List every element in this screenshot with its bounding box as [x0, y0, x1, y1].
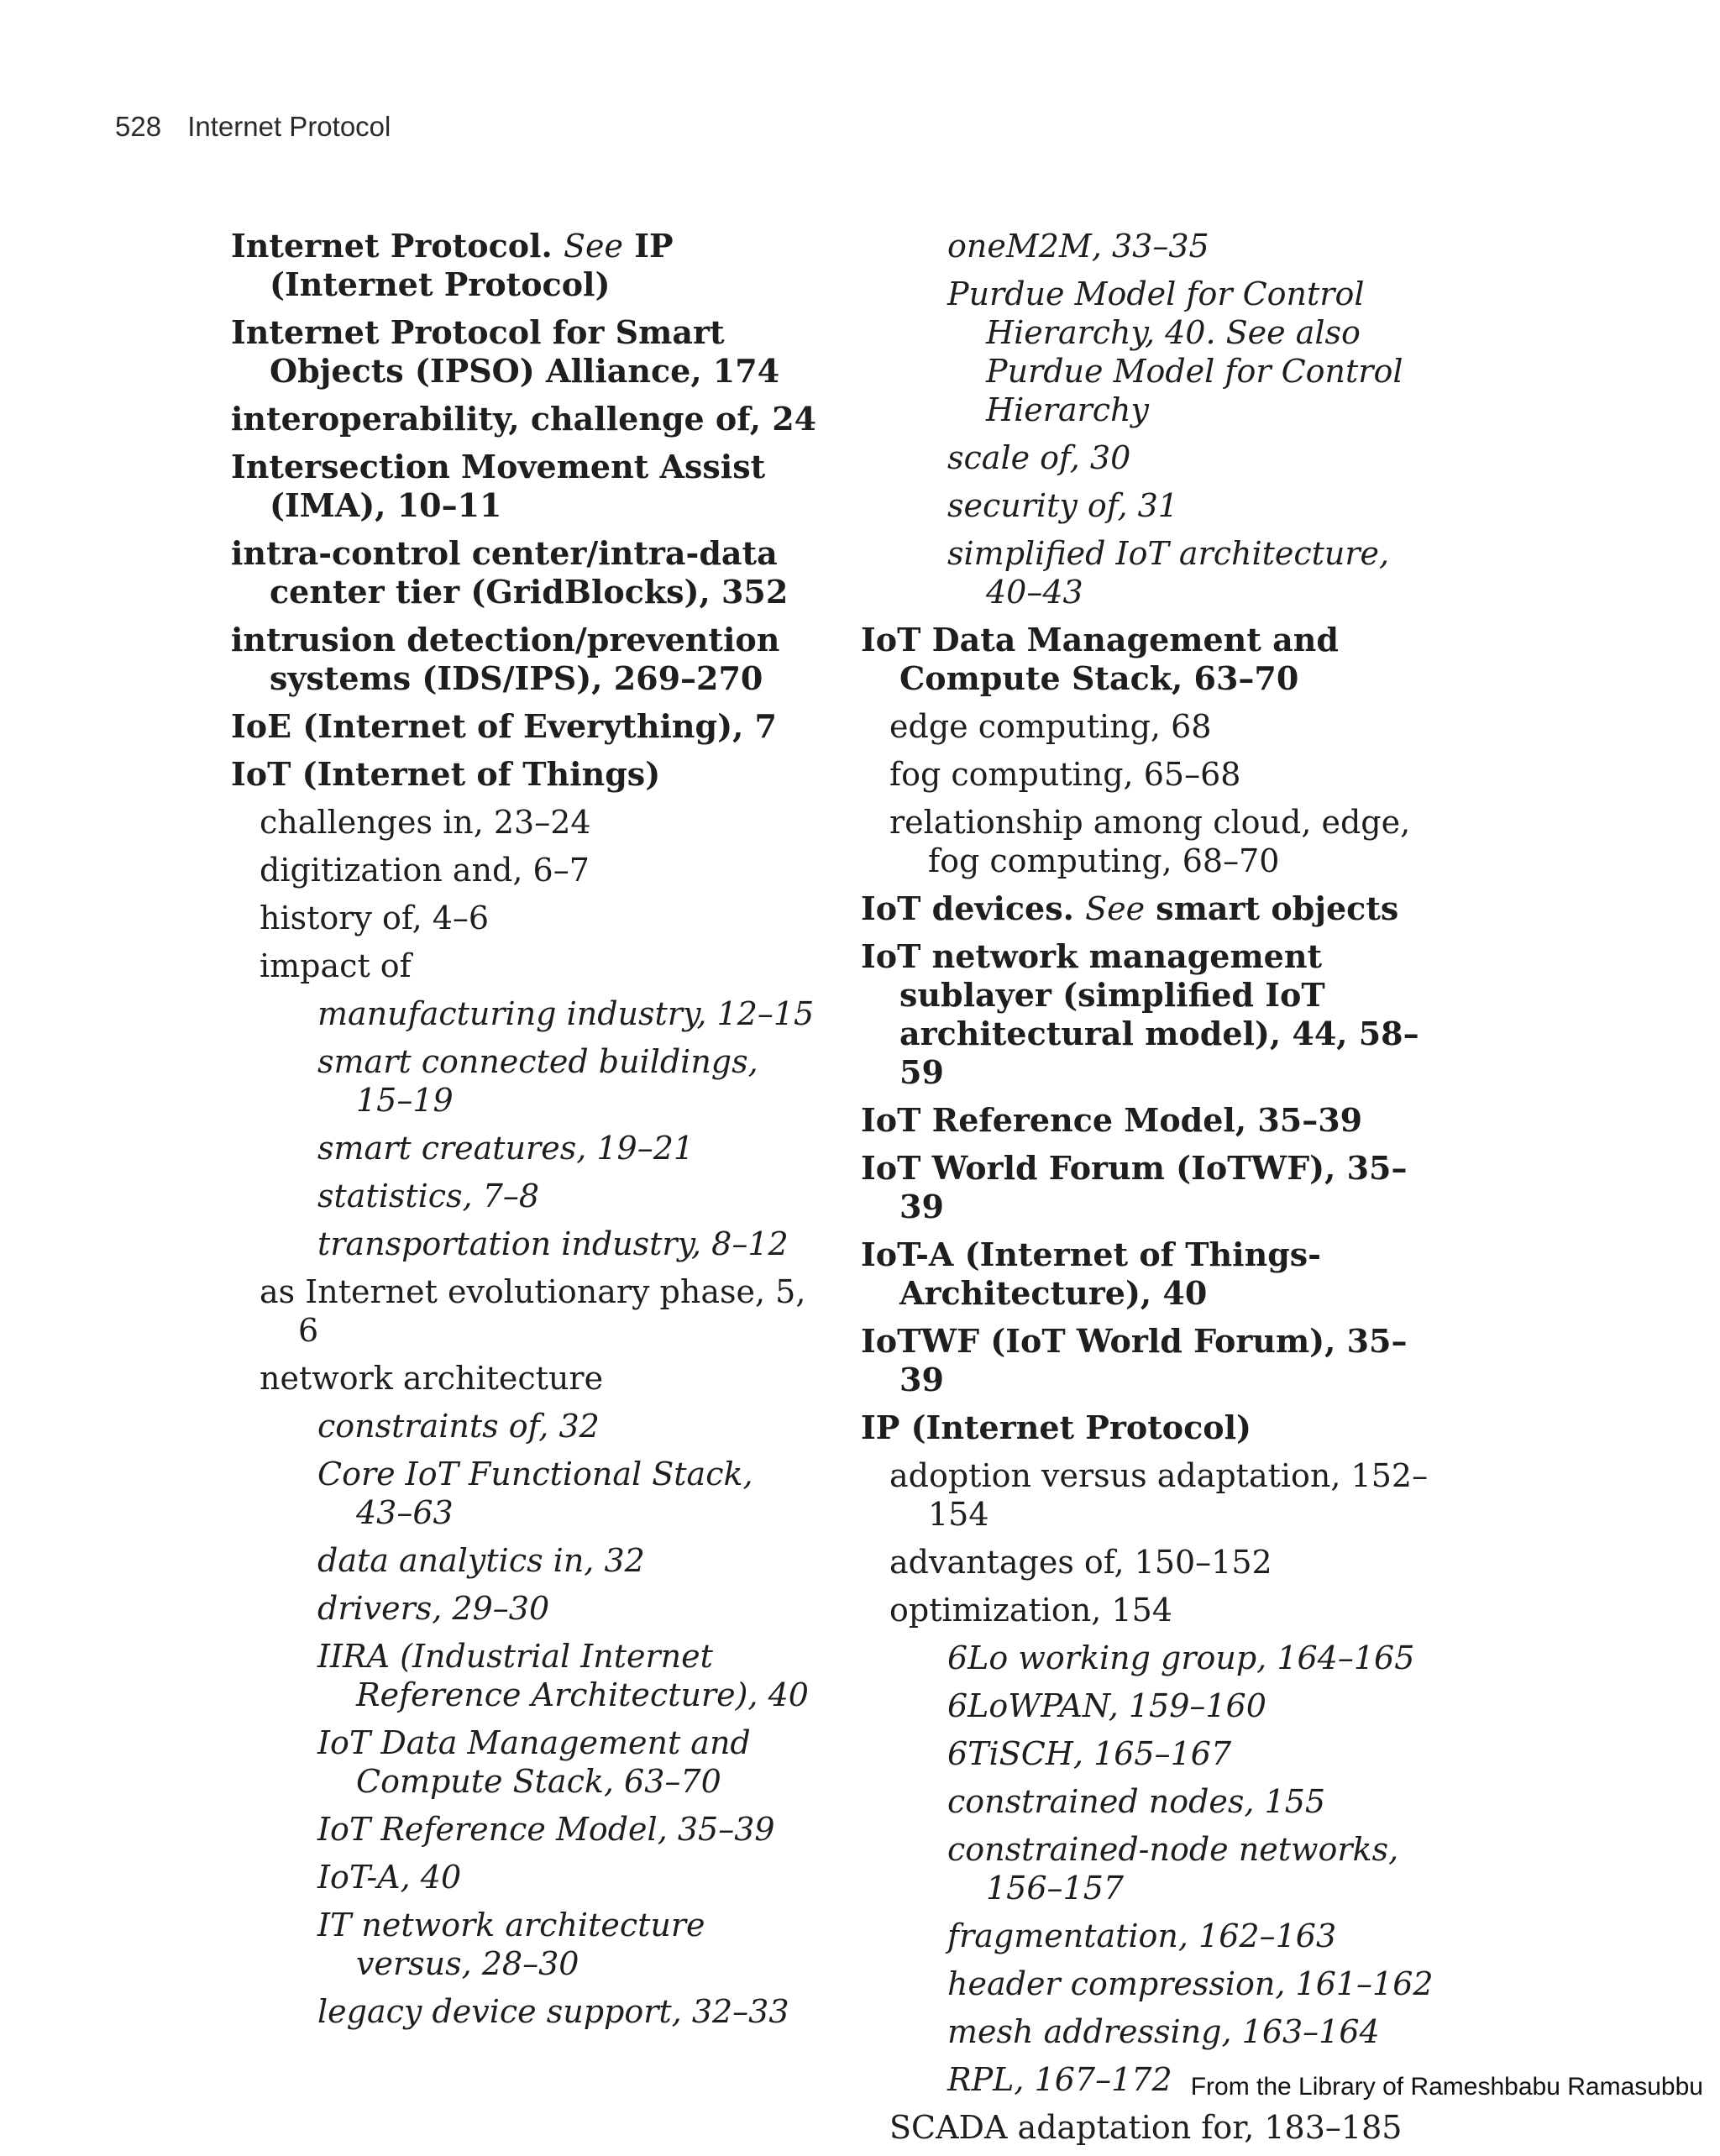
entry-text: Purdue Model for Control Hierarchy, 40. See also Purdue Model for Control Hierarchy	[947, 275, 1403, 428]
entry-text: 6LoWPAN, 159–160	[947, 1687, 1266, 1724]
index-entry	[861, 1322, 1449, 1399]
index-entry	[889, 755, 1449, 794]
entry-text: optimization, 154	[889, 1592, 1172, 1629]
index-entry	[231, 227, 819, 304]
index-entry	[317, 1455, 819, 1532]
entry-text: advantages of, 150–152	[889, 1544, 1272, 1581]
index-entry	[231, 707, 819, 746]
entry-text: relationship among cloud, edge, fog computing, 68–70	[889, 804, 1411, 879]
see-target: smart objects	[1145, 889, 1399, 927]
index-entry	[317, 1129, 819, 1167]
entry-text: 6Lo working group, 164–165	[947, 1639, 1415, 1676]
entry-text: constraints of, 32	[317, 1408, 600, 1445]
entry-text: IT network architecture versus, 28–30	[317, 1907, 705, 1982]
entry-text: statistics, 7–8	[317, 1178, 540, 1214]
page-number: 528	[115, 111, 162, 142]
index-entry	[947, 1639, 1449, 1677]
entry-text: constrained nodes, 155	[947, 1783, 1326, 1820]
index-entry	[861, 937, 1449, 1092]
index-entry	[231, 534, 819, 611]
index-column-right	[861, 227, 1449, 2156]
entry-text: Core IoT Functional Stack, 43–63	[317, 1456, 753, 1531]
entry-text: IoT-A (Internet of Things-Architecture), 40	[861, 1235, 1321, 1312]
entry-text: SCADA adaptation for, 183–185	[889, 2109, 1403, 2146]
entry-text: impact of	[260, 947, 412, 984]
entry-text: IoE (Internet of Everything), 7	[231, 707, 777, 745]
index-column-left	[231, 227, 819, 2040]
running-head	[115, 111, 391, 143]
entry-text: IoT-A, 40	[317, 1859, 462, 1896]
index-entry	[861, 1235, 1449, 1313]
index-entry	[947, 1687, 1449, 1725]
entry-text: scale of, 30	[947, 439, 1131, 476]
index-entry	[947, 1965, 1449, 2003]
index-entry	[889, 1543, 1449, 1582]
index-entry	[889, 2108, 1449, 2147]
index-entry	[231, 621, 819, 698]
entry-text: header compression, 161–162	[947, 1965, 1434, 2002]
entry-text: adoption versus adaptation, 152–154	[889, 1457, 1429, 1533]
entry-text: oneM2M, 33–35	[947, 228, 1209, 265]
entry-text: interoperability, challenge of, 24	[231, 400, 817, 438]
see-reference: See	[1085, 890, 1146, 927]
entry-text: IoT Reference Model, 35–39	[317, 1811, 775, 1848]
entry-text: simplified IoT architecture, 40–43	[947, 535, 1390, 611]
entry-text: IoT devices.	[861, 889, 1086, 927]
index-entry	[231, 448, 819, 525]
entry-text: network architecture	[260, 1360, 604, 1397]
index-entry	[947, 1734, 1449, 1773]
entry-text: fragmentation, 162–163	[947, 1917, 1337, 1954]
entry-text: as Internet evolutionary phase, 5, 6	[260, 1273, 806, 1349]
index-entry	[317, 1042, 819, 1120]
index-entry	[317, 1541, 819, 1580]
entry-text: 6TiSCH, 165–167	[947, 1735, 1232, 1772]
index-entry	[947, 1782, 1449, 1821]
index-entry	[947, 486, 1449, 525]
entry-text: smart connected buildings, 15–19	[317, 1043, 758, 1119]
index-entry	[947, 275, 1449, 429]
index-entry	[947, 1917, 1449, 1955]
entry-text: smart creatures, 19–21	[317, 1130, 695, 1167]
index-entry	[317, 1177, 819, 1215]
entry-text: IoT World Forum (IoTWF), 35–39	[861, 1149, 1408, 1225]
entry-text: intra-control center/intra-data center tier (GridBlocks), 352	[231, 534, 789, 611]
entry-text: RPL, 167–172	[947, 2061, 1172, 2098]
index-entry	[317, 1858, 819, 1896]
index-entry	[231, 313, 819, 391]
index-entry	[317, 1810, 819, 1849]
entry-text: constrained-node networks, 156–157	[947, 1831, 1399, 1907]
index-entry	[947, 438, 1449, 477]
running-head-title: Internet Protocol	[187, 111, 391, 142]
index-entry	[231, 755, 819, 794]
index-entry	[947, 534, 1449, 611]
entry-text: IoT Reference Model, 35–39	[861, 1101, 1363, 1139]
index-entry	[317, 1637, 819, 1714]
entry-text: drivers, 29–30	[317, 1590, 550, 1627]
see-reference: See	[563, 228, 623, 265]
entry-text: legacy device support, 32–33	[317, 1993, 789, 2030]
entry-text: Internet Protocol for Smart Objects (IPSO) Alliance, 174	[231, 313, 780, 390]
entry-text: transportation industry, 8–12	[317, 1225, 789, 1262]
entry-text: IoTWF (IoT World Forum), 35–39	[861, 1322, 1408, 1398]
index-entry	[861, 889, 1449, 928]
index-entry	[317, 1906, 819, 1983]
index-entry	[317, 1407, 819, 1445]
index-entry	[260, 1359, 819, 1398]
index-entry	[260, 899, 819, 937]
entry-text: IoT network management sublayer (simplified IoT architectural model), 44, 58–59	[861, 937, 1419, 1091]
entry-text: challenges in, 23–24	[260, 804, 591, 841]
library-footer: From the Library of Rameshbabu Ramasubbu	[1190, 2073, 1703, 2101]
entry-text: IP (Internet Protocol)	[861, 1408, 1252, 1446]
index-entry	[861, 1101, 1449, 1140]
entry-text: manufacturing industry, 12–15	[317, 995, 815, 1032]
index-entry	[889, 803, 1449, 880]
entry-text: history of, 4–6	[260, 900, 490, 936]
entry-text: edge computing, 68	[889, 708, 1212, 745]
entry-text: data analytics in, 32	[317, 1542, 645, 1579]
index-entry	[889, 1456, 1449, 1534]
entry-text: Internet Protocol.	[231, 227, 564, 265]
index-entry	[889, 707, 1449, 746]
entry-text: IIRA (Industrial Internet Reference Architecture), 40	[317, 1638, 809, 1713]
index-entry	[260, 803, 819, 842]
index-entry	[861, 1408, 1449, 1447]
index-entry	[260, 1272, 819, 1350]
entry-text: IoT Data Management and Compute Stack, 63–70	[861, 621, 1339, 697]
index-entry	[317, 1723, 819, 1801]
index-entry	[861, 1149, 1449, 1226]
index-entry	[317, 1225, 819, 1263]
index-entry	[861, 621, 1449, 698]
entry-text: mesh addressing, 163–164	[947, 2013, 1380, 2050]
index-entry	[317, 994, 819, 1033]
entry-text: IoT Data Management and Compute Stack, 63–70	[317, 1724, 751, 1800]
entry-text: security of, 31	[947, 487, 1178, 524]
index-entry	[947, 1830, 1449, 1907]
entry-text: fog computing, 65–68	[889, 756, 1241, 793]
index-entry	[260, 851, 819, 889]
entry-text: digitization and, 6–7	[260, 852, 590, 889]
entry-text: Intersection Movement Assist (IMA), 10–11	[231, 448, 766, 524]
entry-text: IoT (Internet of Things)	[231, 755, 661, 793]
index-entry	[260, 947, 819, 985]
index-entry	[231, 400, 819, 438]
index-entry	[317, 1589, 819, 1628]
entry-text: intrusion detection/prevention systems (IDS/IPS), 269–270	[231, 621, 780, 697]
see-target: IP (Internet Protocol)	[270, 227, 674, 303]
index-entry	[889, 1591, 1449, 1629]
index-entry	[317, 1992, 819, 2031]
index-entry	[947, 2012, 1449, 2051]
index-entry	[947, 227, 1449, 265]
